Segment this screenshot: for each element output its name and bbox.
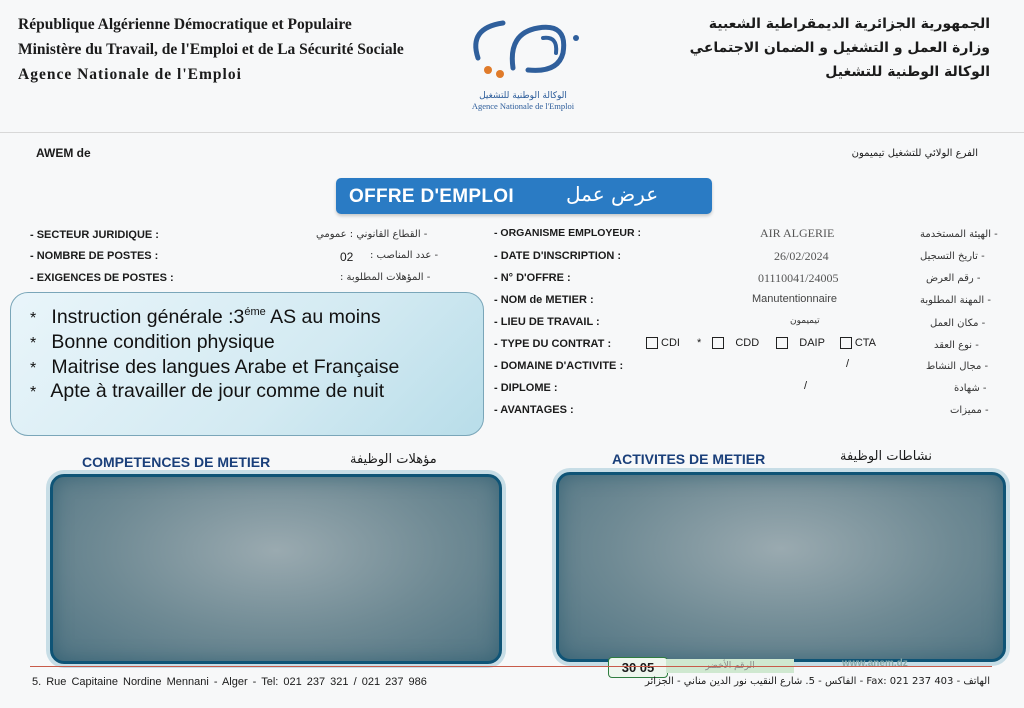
organisme-label: - ORGANISME EMPLOYEUR : xyxy=(494,227,642,239)
requirement-text: Bonne condition physique xyxy=(51,331,275,353)
bullet-star-icon: * xyxy=(30,335,37,352)
lieu-value: تيميمون xyxy=(790,316,820,326)
requirement-item xyxy=(30,356,399,379)
requirement-superscript: éme xyxy=(244,306,266,318)
header-ar-line1: الجمهورية الجزائرية الديمقراطية الشعبية xyxy=(708,16,990,32)
offer-title-banner xyxy=(336,178,712,214)
domaine-value: / xyxy=(846,358,850,370)
exigences-arabic: - المؤهلات المطلوبة : xyxy=(340,272,431,283)
diplome-value: / xyxy=(804,380,808,392)
lieu-label: - LIEU DE TRAVAIL : xyxy=(494,316,600,328)
header-fr-line1: République Algérienne Démocratique et Populaire xyxy=(18,16,352,33)
contrat-arabic: - نوع العقد xyxy=(934,340,979,351)
date-arabic: - تاريخ التسجيل xyxy=(920,251,985,262)
bullet-star-icon: * xyxy=(30,360,37,377)
requirement-tail: AS au moins xyxy=(265,306,381,328)
date-value: 26/02/2024 xyxy=(774,249,829,263)
anem-logo xyxy=(448,8,598,123)
activites-arabic: نشاطات الوظيفة xyxy=(840,449,932,464)
organisme-arabic: - الهيئة المستخدمة xyxy=(920,229,998,240)
offre-arabic: - رقم العرض xyxy=(926,273,981,284)
footer-divider xyxy=(30,666,992,667)
offre-value: 01110041/24005 xyxy=(758,271,839,285)
contract-options xyxy=(646,337,876,349)
metier-arabic: - المهنة المطلوبة xyxy=(920,295,991,306)
postes-label: - NOMBRE DE POSTES : xyxy=(30,250,159,262)
secteur-arabic: - القطاع القانوني : عمومي xyxy=(316,229,428,240)
activites-title: ACTIVITES DE METIER xyxy=(612,451,766,467)
contract-cdd-label: CDD xyxy=(735,337,760,349)
bullet-star-icon: * xyxy=(30,310,37,327)
contrat-label: - TYPE DU CONTRAT : xyxy=(494,338,612,350)
metier-label: - NOM de METIER : xyxy=(494,294,594,306)
exigences-label: - EXIGENCES DE POSTES : xyxy=(30,272,174,284)
competences-arabic: مؤهلات الوظيفة xyxy=(350,452,437,467)
logo-french: Agence Nationale de l'Emploi xyxy=(471,101,575,111)
requirement-text: Apte à travailler de jour comme de nuit xyxy=(50,380,385,402)
domaine-arabic: - مجال النشاط xyxy=(926,361,989,372)
contract-mark: * xyxy=(697,337,702,349)
activites-panel xyxy=(556,472,1006,662)
checkbox-cdi[interactable] xyxy=(646,337,658,349)
contract-daip-label: DAIP xyxy=(799,337,825,349)
logo-arabic: الوكالة الوطنية للتشغيل xyxy=(479,91,567,101)
requirement-item xyxy=(30,331,275,354)
postes-value: 02 xyxy=(340,250,354,264)
requirement-text: Instruction générale :3 xyxy=(51,306,245,328)
header-arabic xyxy=(690,12,990,84)
lieu-arabic: - مكان العمل xyxy=(930,318,986,329)
header-divider xyxy=(0,132,1024,133)
header-fr-line3: Agence Nationale de l'Emploi xyxy=(18,66,242,83)
footer-address-fr: 5. Rue Capitaine Nordine Mennani - Alger - Tel: 021 237 321 / 021 237 986 xyxy=(32,676,427,688)
competences-title: COMPETENCES DE METIER xyxy=(82,454,271,470)
checkbox-daip[interactable] xyxy=(776,337,788,349)
anem-logo-icon xyxy=(458,8,588,88)
requirement-text: Maitrise des langues Arabe et Française xyxy=(51,356,400,378)
offer-title-fr: OFFRE D'EMPLOI xyxy=(349,186,514,207)
header-french xyxy=(18,12,404,87)
postes-arabic: - عدد المناصب : xyxy=(370,250,439,261)
green-number-badge: 30 05 xyxy=(608,657,668,678)
header-ar-line3: الوكالة الوطنية للتشغيل xyxy=(825,64,990,80)
footer-address-ar: الهاتف - Fax: 021 237 403 - الفاكس - 5. شارع النقيب نور الدين مناني - الجزائر xyxy=(644,676,990,687)
date-label: - DATE D'INSCRIPTION : xyxy=(494,250,622,262)
offre-label: - N° D'OFFRE : xyxy=(494,272,571,284)
requirement-item xyxy=(30,380,384,403)
avantages-label: - AVANTAGES : xyxy=(494,404,574,416)
checkbox-cta[interactable] xyxy=(840,337,852,349)
awem-label: AWEM de xyxy=(36,146,91,160)
secteur-label: - SECTEUR JURIDIQUE : xyxy=(30,229,159,241)
header-fr-line2: Ministère du Travail, de l'Emploi et de La Sécurité Sociale xyxy=(18,41,404,58)
contract-cta-label: CTA xyxy=(854,337,876,349)
agence-arabic: الفرع الولائي للتشغيل تيميمون xyxy=(851,148,978,159)
organisme-value: AIR ALGERIE xyxy=(760,226,835,240)
diplome-arabic: - شهادة xyxy=(954,383,987,394)
avantages-arabic: - مميزات xyxy=(950,405,989,416)
contract-cdi-label: CDI xyxy=(661,337,680,349)
checkbox-cdd[interactable] xyxy=(712,337,724,349)
competences-panel xyxy=(50,474,502,664)
domaine-label: - DOMAINE D'ACTIVITE : xyxy=(494,360,624,372)
offer-title-ar: عرض عمل xyxy=(566,182,659,206)
header-ar-line2: وزارة العمل و التشغيل و الضمان الاجتماعي xyxy=(689,40,990,56)
diplome-label: - DIPLOME : xyxy=(494,382,558,394)
metier-value: Manutentionnaire xyxy=(752,293,838,305)
website-link[interactable]: www.anem.dz xyxy=(842,658,908,669)
green-number-label: الرقم الأخضر xyxy=(666,659,794,673)
bullet-star-icon: * xyxy=(30,384,37,401)
requirement-item xyxy=(30,306,381,329)
